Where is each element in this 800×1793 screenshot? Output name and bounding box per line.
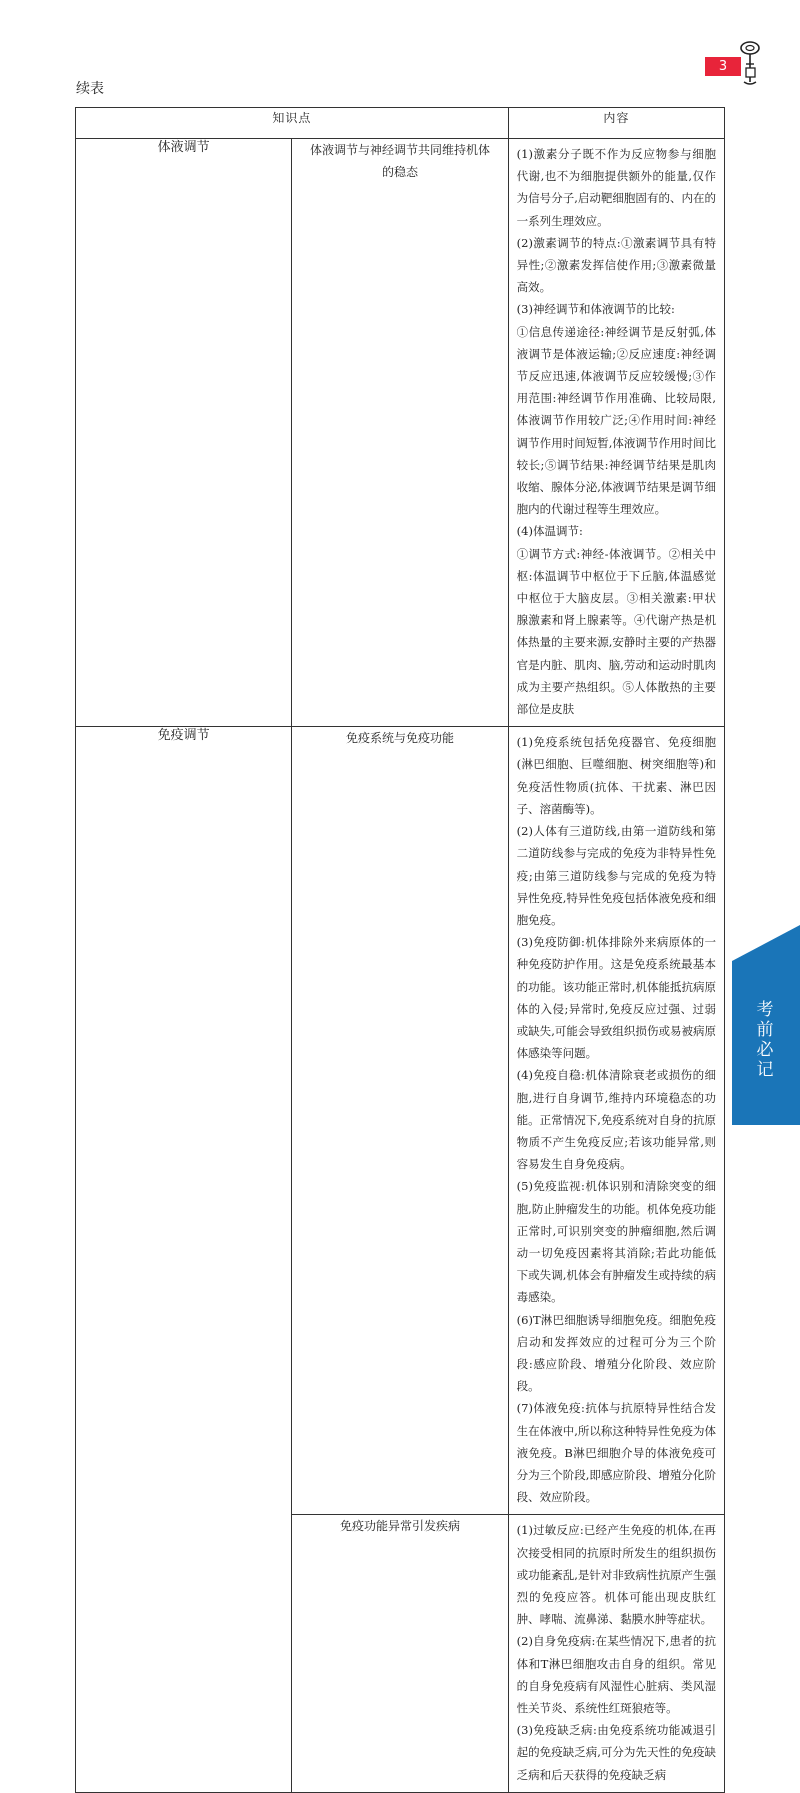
content-paragraph: (1)激素分子既不作为反应物参与细胞代谢,也不为细胞提供额外的能量,仅作为信号分子,启动靶细胞固有的、内在的一系列生理效应。 (516, 147, 716, 228)
content-paragraph: (3)免疫防御:机体排除外来病原体的一种免疫防护作用。这是免疫系统最基本的功能。该功能正常时,机体能抵抗病原体的入侵;异常时,免疫反应过强、过弱或缺失,可能会导致组织损伤或易被病原体感染等问题。 (516, 935, 716, 1061)
content-cell (508, 139, 724, 727)
content-paragraph: (5)免疫监视:机体识别和清除突变的细胞,防止肿瘤发生的功能。机体免疫功能正常时,可识别突变的肿瘤细胞,然后调动一切免疫因素将其消除;若此功能低下或失调,机体会有肿瘤发生或持续的病毒感染。 (516, 1179, 716, 1305)
major-topic-cell: 体液调节 (76, 139, 292, 727)
content-paragraph: (2)自身免疫病:在某些情况下,患者的抗体和T淋巴细胞攻击自身的组织。常见的自身免疫病有风湿性心脏病、类风湿性关节炎、系统性红斑狼疮等。 (516, 1634, 716, 1716)
content-paragraph: (2)激素调节的特点:①激素调节具有特异性;②激素发挥信使作用;③激素微量高效。 (516, 235, 716, 295)
column-header-knowledge: 知识点 (76, 108, 509, 139)
table-row (76, 727, 725, 1515)
content-paragraph: ①调节方式:神经-体液调节。②相关中枢:体温调节中枢位于下丘脑,体温感觉中枢位于大脑皮层。③相关激素:甲状腺激素和肾上腺素等。④代谢产热是机体热量的主要来源,安静时主要的产热器官是内脏、肌肉、脑,劳动和运动时肌肉成为主要产热组织。⑤人体散热的主要部位是皮肤 (516, 546, 716, 717)
table-header-row (76, 108, 725, 139)
major-topic-cell: 免疫调节 (76, 727, 292, 1793)
content-paragraph: (7)体液免疫:抗体与抗原特异性结合发生在体液中,所以称这种特异性免疫为体液免疫。B淋巴细胞介导的体液免疫可分为三个阶段,即感应阶段、增殖分化阶段、效应阶段。 (516, 1401, 716, 1505)
content-paragraph: (6)T淋巴细胞诱导细胞免疫。细胞免疫启动和发挥效应的过程可分为三个阶段:感应阶段、增殖分化阶段、效应阶段。 (516, 1312, 716, 1394)
content-paragraph: (3)免疫缺乏病:由免疫系统功能减退引起的免疫缺乏病,可分为先天性的免疫缺乏病和后天获得的免疫缺乏病 (516, 1723, 716, 1782)
content-paragraph: (1)免疫系统包括免疫器官、免疫细胞(淋巴细胞、巨噬细胞、树突细胞等)和免疫活性物质(抗体、干扰素、淋巴因子、溶菌酶等)。 (516, 735, 716, 816)
pushpin-icon (738, 40, 762, 90)
content-paragraph: (1)过敏反应:已经产生免疫的机体,在再次接受相同的抗原时所发生的组织损伤或功能紊乱,是针对非致病性抗原产生强烈的免疫应答。机体可能出现皮肤红肿、哮喘、流鼻涕、黏膜水肿等症状。 (516, 1523, 716, 1627)
column-header-content: 内容 (508, 108, 724, 139)
content-cell (508, 727, 724, 1515)
content-cell (508, 1515, 724, 1792)
content-paragraph: (4)体温调节: (516, 524, 583, 539)
continued-label: 续表 (76, 81, 104, 97)
minor-topic-cell: 体液调节与神经调节共同维持机体的稳态 (292, 139, 508, 727)
content-paragraph: (3)神经调节和体液调节的比较: (516, 302, 675, 317)
knowledge-table (75, 107, 725, 1793)
side-tab-label: 考前必记 (756, 1000, 774, 1080)
page-number: 3 (718, 59, 728, 74)
content-paragraph: (4)免疫自稳:机体清除衰老或损伤的细胞,进行自身调节,维持内环境稳态的功能。正常情况下,免疫系统对自身的抗原物质不产生免疫反应;若该功能异常,则容易发生自身免疫病。 (516, 1068, 716, 1172)
table-row (76, 139, 725, 727)
page-number-badge (705, 57, 741, 76)
content-paragraph: ①信息传递途径:神经调节是反射弧,体液调节是体液运输;②反应速度:神经调节反应迅速,体液调节反应较缓慢;③作用范围:神经调节作用准确、比较局限,体液调节作用较广泛;④作用时间:神经调节作用时间短暂,体液调节作用时间比较长;⑤调节结果:神经调节结果是肌肉收缩、腺体分泌,体液调节结果是调节细胞内的代谢过程等生理效应。 (516, 324, 716, 517)
minor-topic-cell: 免疫功能异常引发疾病 (292, 1515, 508, 1792)
minor-topic-cell: 免疫系统与免疫功能 (292, 727, 508, 1515)
content-paragraph: (2)人体有三道防线,由第一道防线和第二道防线参与完成的免疫为非特异性免疫;由第三道防线参与完成的免疫为特异性免疫,特异性免疫包括体液免疫和细胞免疫。 (516, 824, 716, 927)
